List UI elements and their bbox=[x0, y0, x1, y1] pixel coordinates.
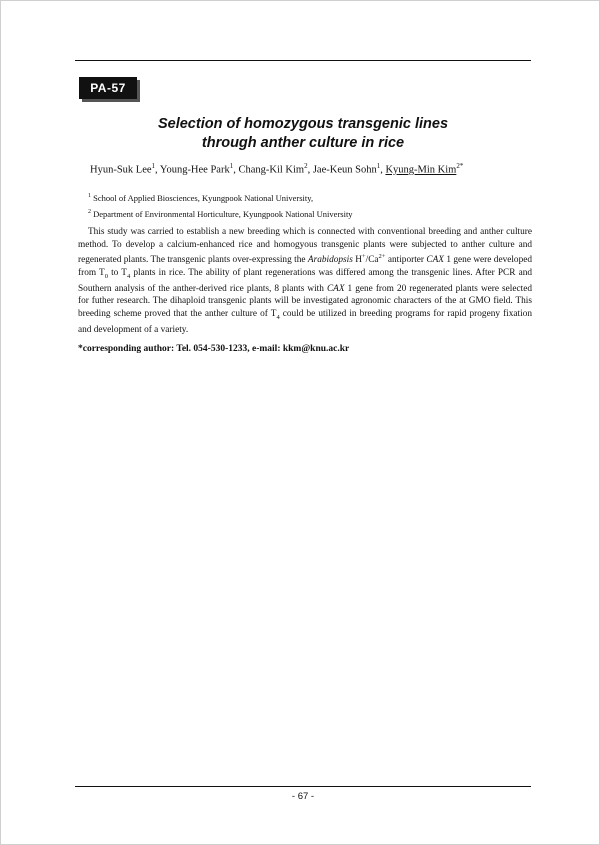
session-badge: PA-57 bbox=[79, 77, 137, 99]
species-name: Arabidopsis bbox=[307, 255, 353, 266]
author-name: Chang-Kil Kim bbox=[238, 164, 305, 176]
title-line-1: Selection of homozygous transgenic lines bbox=[157, 116, 449, 132]
affiliation-item bbox=[88, 205, 528, 221]
corresponding-author-name: Kyung-Min Kim bbox=[385, 164, 457, 176]
affiliation-mark: 1 bbox=[88, 193, 91, 199]
author-name: Jae-Keun Sohn bbox=[312, 164, 377, 176]
author-affil-mark: 2 bbox=[304, 162, 308, 170]
author-list: Hyun-Suk Lee$^1$, Young-Hee Park$^1$, Chang-Kil Kim$^2$, Jae-Keun Sohn$^1$, Kyung-Min Kim$^{2*}$ bbox=[90, 162, 464, 176]
title-line-2: through anther culture in rice bbox=[201, 135, 405, 151]
author-affil-mark: 1 bbox=[229, 162, 234, 170]
author-affil-mark: 1 bbox=[151, 162, 156, 170]
author-affil-mark: 2* bbox=[456, 162, 464, 170]
paper-title bbox=[75, 115, 531, 153]
author-affil-mark: 1 bbox=[376, 162, 381, 170]
affiliation-text: Department of Environmental Horticulture, Kyungpook National University bbox=[93, 208, 353, 219]
top-rule bbox=[75, 60, 531, 61]
affiliation-item bbox=[88, 189, 528, 205]
abstract-paragraph: This study was carried to establish a new breeding which is connected with conventional breeding and anther culture method. To develop a calcium-enhanced rice and homogyous transgenic plants were subjected to anther culture and regenerated plants. The transgenic plants over-expressing the Arabidopsis $H^+/Ca^{2+}$ antiporter CAX 1 gene were developed from $T_0$ to $T_4$ plants in rice. The ability of plant regenerations was differed among the transgenic lines. After PCR and Southern analysis of the anther-derived rice plants, 8 plants with CAX 1 gene from 20 regenerated plants were selected for futher research. The dihaploid transgenic plants will be investigated agronomic characters of the at GMO field. This breeding scheme proved that the anther culture of $T_4$ could be utilized in breeding programs for rapid progeny fixation and development of a variety. bbox=[78, 227, 533, 336]
gene-name: CAX bbox=[326, 283, 345, 294]
gene-name: CAX bbox=[426, 255, 444, 266]
affiliation-list bbox=[88, 189, 528, 221]
corresponding-author-contact: *corresponding author: Tel. 054-530-1233, e-mail: kkm@knu.ac.kr bbox=[78, 344, 350, 354]
bottom-rule bbox=[75, 786, 531, 787]
author-name: Young-Hee Park bbox=[159, 164, 230, 176]
author-name: Hyun-Suk Lee bbox=[90, 164, 152, 176]
page-number: - 67 - bbox=[291, 791, 315, 802]
affiliation-text: School of Applied Biosciences, Kyungpook National University, bbox=[93, 192, 314, 203]
affiliation-mark: 2 bbox=[88, 208, 91, 215]
abstract bbox=[78, 226, 532, 337]
